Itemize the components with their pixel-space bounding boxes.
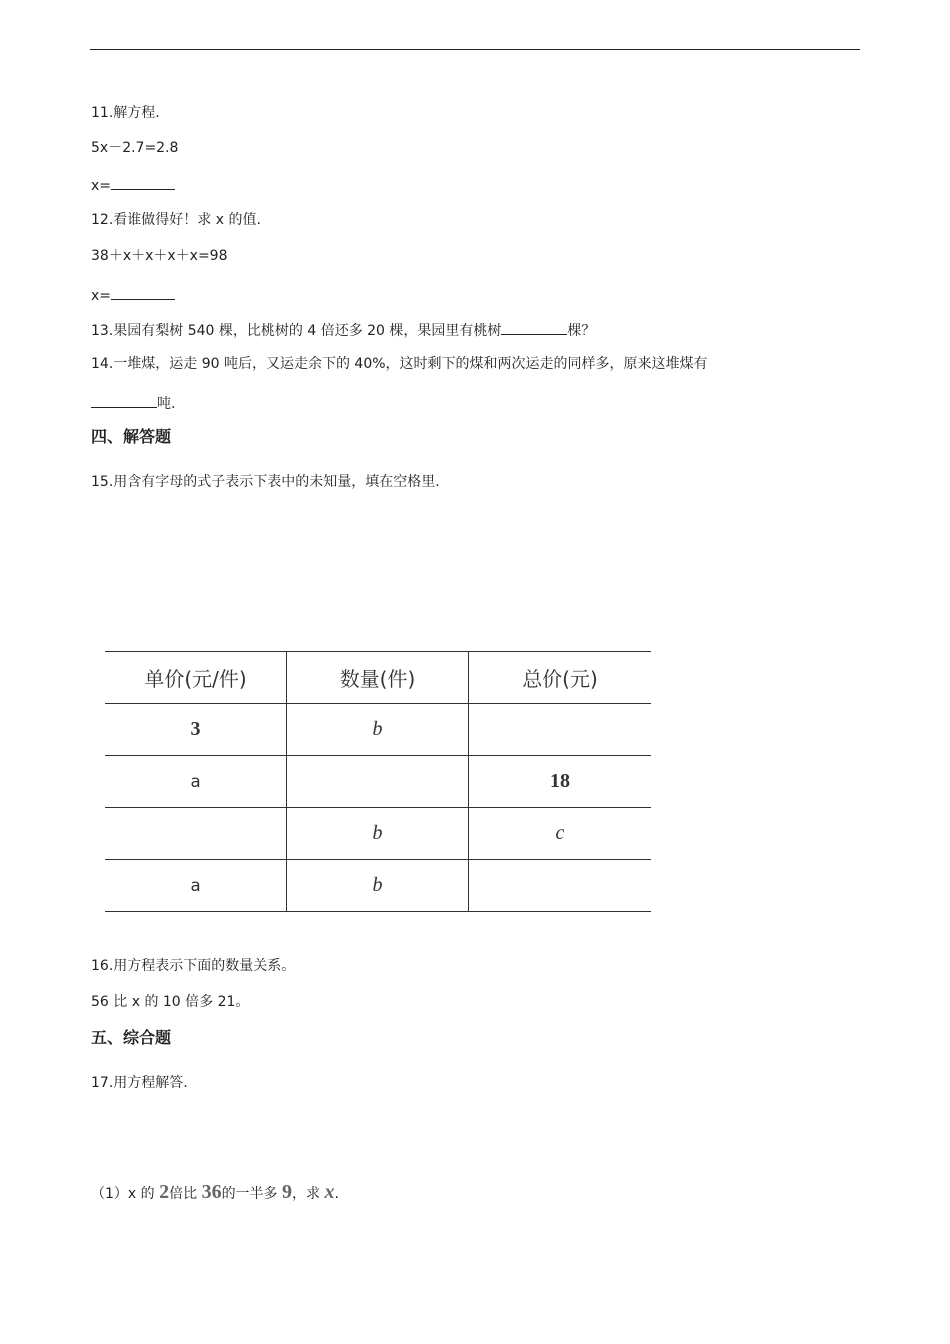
table-cell: c <box>469 808 652 860</box>
q17-part1 <box>91 1180 339 1206</box>
table-cell-blank[interactable] <box>469 704 652 756</box>
section5-heading: 五、综合题 <box>91 1028 172 1047</box>
q17-part1-t1: 倍比 <box>169 1186 198 1202</box>
table-cell: 3 <box>105 704 287 756</box>
q15-table <box>105 651 651 912</box>
q12-answer <box>91 285 175 305</box>
table-row <box>105 704 651 756</box>
q17-part1-var: x <box>324 1181 335 1203</box>
q13-text-before: 13.果园有梨树 540 棵，比桃树的 4 倍还多 20 棵，果园里有桃树 <box>91 323 502 339</box>
q17-part1-t3: ，求 <box>292 1186 321 1202</box>
header-unit-price: 单价(元/件) <box>105 652 287 704</box>
q17-part1-n3: 9 <box>282 1181 293 1203</box>
q14-text-line2 <box>91 393 175 413</box>
table-cell: a <box>105 860 287 912</box>
header-total-price: 总价(元) <box>469 652 652 704</box>
table-cell: b <box>287 808 469 860</box>
q12-answer-blank[interactable] <box>111 285 175 300</box>
table-row <box>105 756 651 808</box>
table-cell: b <box>287 860 469 912</box>
q17-title: 17.用方程解答. <box>91 1075 188 1091</box>
q16-title: 16.用方程表示下面的数量关系。 <box>91 958 296 974</box>
q12-equation: 38＋x＋x＋x＋x=98 <box>91 248 228 264</box>
q11-equation: 5x－2.7=2.8 <box>91 140 179 156</box>
q17-part1-t2: 的一半多 <box>221 1186 278 1202</box>
q13-text <box>91 320 595 340</box>
q14-text-after: 吨. <box>157 396 176 412</box>
table-header-row <box>105 652 651 704</box>
section4-heading: 四、解答题 <box>91 427 172 446</box>
q15-title: 15.用含有字母的式子表示下表中的未知量，填在空格里. <box>91 474 440 490</box>
table-cell-blank[interactable] <box>287 756 469 808</box>
q13-text-after: 棵？ <box>567 323 596 339</box>
q17-part1-n1: 2 <box>159 1181 170 1203</box>
q11-answer-blank[interactable] <box>111 175 175 190</box>
q17-part1-end: . <box>334 1186 339 1202</box>
header-quantity: 数量(件) <box>287 652 469 704</box>
table-cell-blank[interactable] <box>105 808 287 860</box>
q12-title: 12.看谁做得好！求 x 的值. <box>91 212 261 228</box>
table-cell: 18 <box>469 756 652 808</box>
table-row <box>105 860 651 912</box>
q17-part1-n2: 36 <box>201 1181 222 1203</box>
q13-answer-blank[interactable] <box>501 320 567 335</box>
table-cell: a <box>105 756 287 808</box>
q11-title: 11.解方程. <box>91 105 160 121</box>
q14-answer-blank[interactable] <box>91 393 157 408</box>
q11-answer <box>91 175 175 195</box>
q12-answer-label: x= <box>91 288 112 304</box>
table-cell-blank[interactable] <box>469 860 652 912</box>
header-rule <box>90 49 860 50</box>
q16-text: 56 比 x 的 10 倍多 21。 <box>91 994 250 1010</box>
table-cell: b <box>287 704 469 756</box>
q14-text-line1: 14.一堆煤，运走 90 吨后，又运走余下的 40%，这时剩下的煤和两次运走的同样多，原来这堆煤有 <box>91 356 708 372</box>
q11-answer-label: x= <box>91 178 112 194</box>
q17-part1-prefix: （1）x 的 <box>91 1186 155 1202</box>
table-row <box>105 808 651 860</box>
